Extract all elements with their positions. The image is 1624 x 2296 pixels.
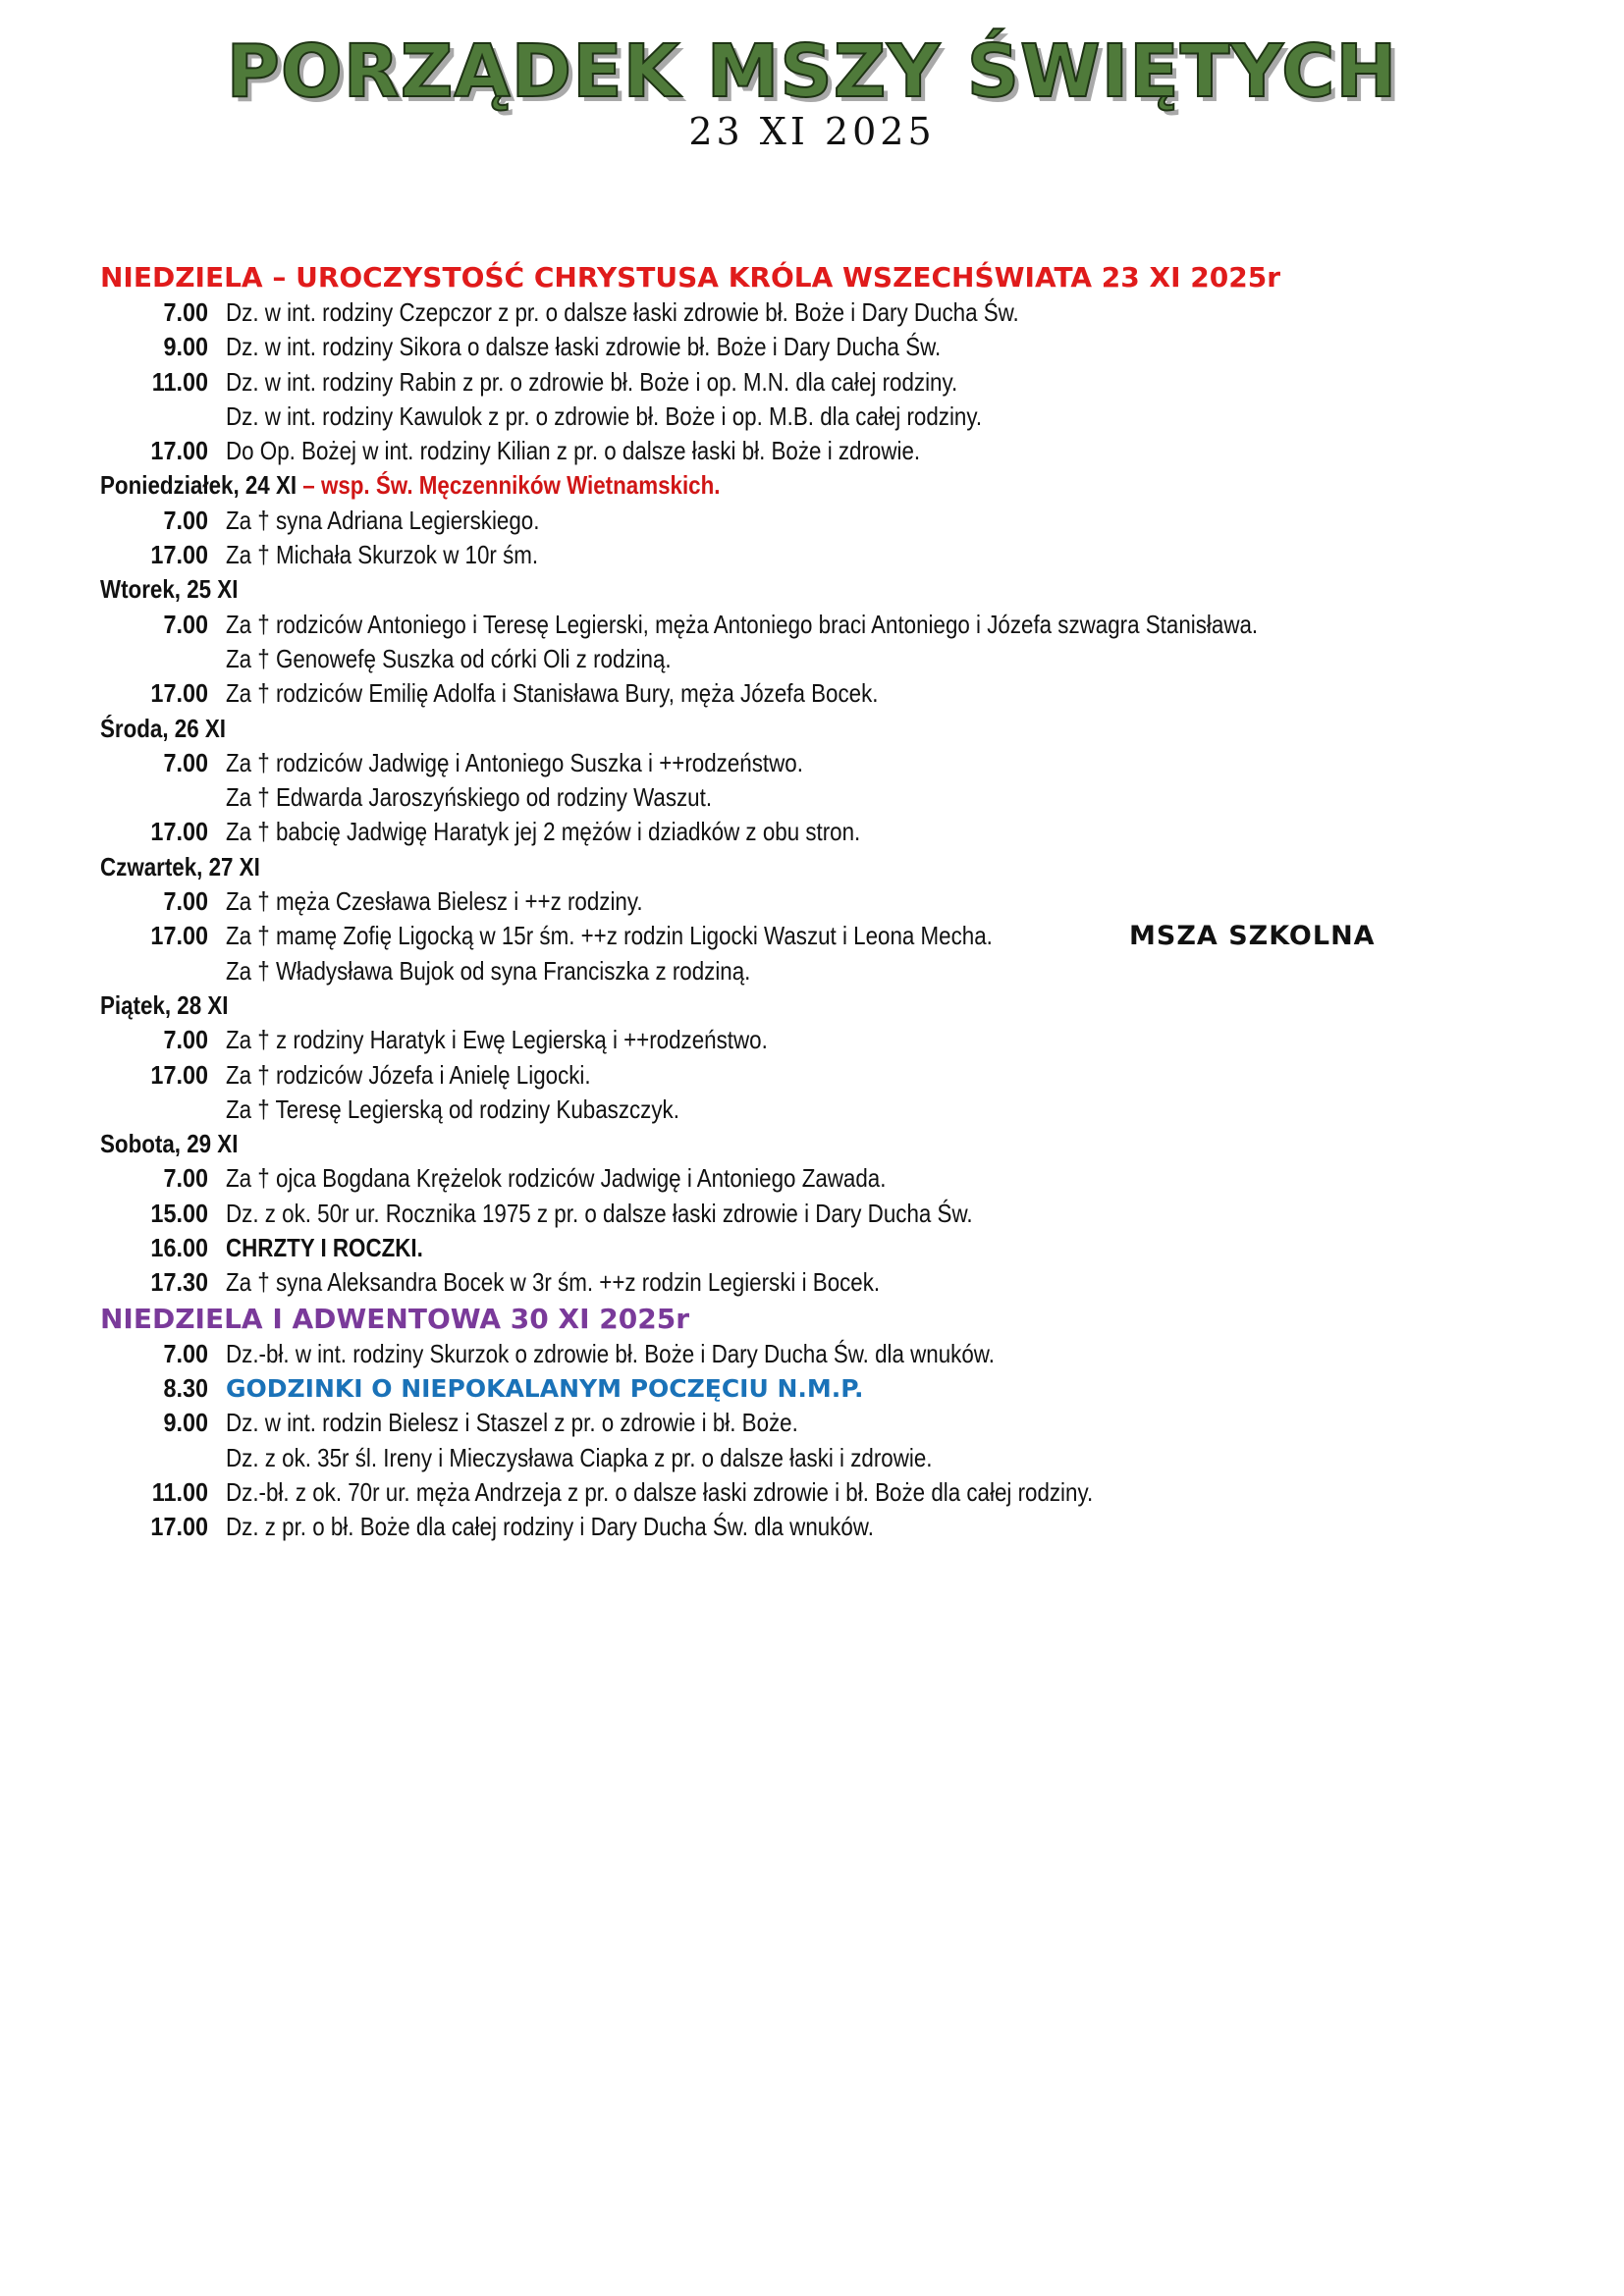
mass-entry — [100, 815, 1573, 849]
mass-entry — [100, 954, 1573, 988]
mass-time: 17.00 — [150, 1059, 208, 1090]
mass-entry — [100, 1510, 1573, 1544]
mass-time: 15.00 — [150, 1198, 208, 1228]
mass-time: 7.00 — [163, 747, 208, 777]
day-name: Piątek, 28 XI — [100, 989, 229, 1020]
baptisms-note: CHRZTY I ROCZKI. — [226, 1233, 423, 1263]
mass-intention-with-badge — [226, 919, 1376, 953]
mass-entry — [100, 330, 1573, 364]
page-date: 23 XI 2025 — [688, 110, 936, 153]
mass-intention: Za † rodziców Jadwigę i Antoniego Suszka i ++rodzeństwo. — [226, 747, 803, 777]
mass-entry — [100, 1441, 1573, 1475]
mass-intention: Dz. w int. rodziny Czepczor z pr. o dalsze łaski zdrowie bł. Boże i Dary Ducha Św. — [226, 297, 1019, 327]
devotion-note: GODZINKI O NIEPOKALANYM POCZĘCIU N.M.P. — [226, 1373, 864, 1403]
mass-time: 17.00 — [150, 540, 208, 570]
mass-time: 11.00 — [151, 1476, 208, 1507]
mass-entry — [100, 1093, 1573, 1127]
day-heading — [100, 850, 1573, 884]
mass-intention: Dz. w int. rodziny Kawulok z pr. o zdrowie bł. Boże i op. M.B. dla całej rodziny. — [226, 400, 983, 431]
mass-intention: Dz. z pr. o bł. Boże dla całej rodziny i Dary Ducha Św. dla wnuków. — [226, 1512, 874, 1542]
mass-intention: Za † mamę Zofię Ligocką w 15r śm. ++z rodzin Ligocki Waszut i Leona Mecha. — [226, 921, 993, 951]
mass-intention: Dz. w int. rodziny Sikora o dalsze łaski zdrowie bł. Boże i Dary Ducha Św. — [226, 332, 942, 362]
mass-intention: Za † syna Aleksandra Bocek w 3r śm. ++z rodzin Legierski i Bocek. — [226, 1267, 881, 1298]
mass-entry — [100, 1161, 1573, 1196]
mass-entry — [100, 504, 1573, 538]
mass-entry — [100, 1231, 1573, 1265]
day-label — [100, 468, 720, 503]
page-title: PORZĄDEK MSZY ŚWIĘTYCH — [226, 29, 1398, 114]
mass-entry — [100, 1371, 1573, 1406]
mass-intention: Do Op. Bożej w int. rodziny Kilian z pr. o dalsze łaski bł. Boże i zdrowie. — [226, 436, 921, 466]
mass-intention: Za † Edwarda Jaroszyńskiego od rodziny Waszut. — [226, 782, 713, 813]
mass-entry — [100, 1058, 1573, 1093]
mass-time: 7.00 — [163, 1163, 208, 1194]
mass-entry — [100, 1406, 1573, 1440]
mass-time: 7.00 — [163, 886, 208, 917]
mass-intention: Dz. z ok. 35r śl. Ireny i Mieczysława Ciapka z pr. o dalsze łaski i zdrowie. — [226, 1442, 933, 1472]
mass-intention: Za † rodziców Emilię Adolfa i Stanisława Bury, męża Józefa Bocek. — [226, 678, 879, 709]
mass-entry — [100, 1475, 1573, 1510]
mass-entry — [100, 608, 1573, 642]
mass-time: 9.00 — [163, 1408, 208, 1438]
feast-note: – wsp. Św. Męczenników Wietnamskich. — [297, 470, 721, 501]
mass-intention: Za † syna Adriana Legierskiego. — [226, 505, 540, 535]
mass-entry — [100, 746, 1573, 780]
mass-schedule — [100, 259, 1573, 1544]
mass-time: 16.00 — [150, 1233, 208, 1263]
mass-intention: Dz. w int. rodzin Bielesz i Staszel z pr. o zdrowie i bł. Boże. — [226, 1408, 798, 1438]
sunday-heading: NIEDZIELA – UROCZYSTOŚĆ CHRYSTUSA KRÓLA WSZECHŚWIATA 23 XI 2025r — [100, 261, 1281, 294]
mass-time: 9.00 — [163, 332, 208, 362]
mass-entry — [100, 1265, 1573, 1300]
mass-intention: Za † męża Czesława Bielesz i ++z rodziny. — [226, 886, 643, 917]
mass-time: 7.00 — [163, 1338, 208, 1368]
mass-time: 17.00 — [150, 436, 208, 466]
mass-entry — [100, 919, 1573, 953]
mass-time: 8.30 — [163, 1372, 208, 1403]
day-heading — [100, 712, 1573, 746]
mass-intention: Dz.-bł. w int. rodziny Skurzok o zdrowie bł. Boże i Dary Ducha Św. dla wnuków. — [226, 1338, 995, 1368]
mass-time: 17.30 — [150, 1267, 208, 1298]
mass-time: 17.00 — [150, 817, 208, 847]
day-name: Sobota, 29 XI — [100, 1129, 239, 1159]
mass-entry — [100, 676, 1573, 711]
mass-time: 7.00 — [163, 1025, 208, 1055]
mass-time: 17.00 — [150, 921, 208, 951]
mass-entry — [100, 884, 1573, 919]
mass-time: 7.00 — [163, 297, 208, 327]
day-name: Wtorek, 25 XI — [100, 574, 239, 605]
mass-time: 7.00 — [163, 609, 208, 639]
mass-intention: Dz. w int. rodziny Rabin z pr. o zdrowie bł. Boże i op. M.N. dla całej rodziny. — [226, 366, 958, 397]
mass-entry — [100, 642, 1573, 676]
mass-entry — [100, 1023, 1573, 1057]
mass-entry — [100, 400, 1573, 434]
day-heading — [100, 468, 1573, 503]
mass-time: 7.00 — [163, 505, 208, 535]
mass-time: 17.00 — [150, 1512, 208, 1542]
mass-entry — [100, 780, 1573, 815]
advent-sunday-heading: NIEDZIELA I ADWENTOWA 30 XI 2025r — [100, 1302, 690, 1335]
mass-entry — [100, 434, 1573, 468]
mass-entry — [100, 295, 1573, 330]
day-heading — [100, 572, 1573, 607]
mass-intention: Za † ojca Bogdana Krężelok rodziców Jadwigę i Antoniego Zawada. — [226, 1163, 887, 1194]
mass-entry — [100, 365, 1573, 400]
school-mass-badge: MSZA SZKOLNA — [1129, 921, 1376, 952]
mass-time: 11.00 — [151, 366, 208, 397]
mass-intention: Za † rodziców Józefa i Anielę Ligocki. — [226, 1059, 591, 1090]
day-name: Poniedziałek, 24 XI — [100, 470, 298, 501]
mass-intention: Dz.-bł. z ok. 70r ur. męża Andrzeja z pr. o dalsze łaski zdrowie i bł. Boże dla całej rodziny. — [226, 1476, 1094, 1507]
mass-entry — [100, 1197, 1573, 1231]
mass-intention: Za † z rodziny Haratyk i Ewę Legierską i ++rodzeństwo. — [226, 1025, 768, 1055]
mass-intention: Za † Władysława Bujok od syna Franciszka z rodziną. — [226, 955, 751, 986]
mass-intention: Za † rodziców Antoniego i Teresę Legierski, męża Antoniego braci Antoniego i Józefa szwagra Stanisława. — [226, 609, 1259, 639]
day-heading — [100, 1127, 1573, 1161]
mass-intention: Za † babcię Jadwigę Haratyk jej 2 mężów i dziadków z obu stron. — [226, 817, 861, 847]
mass-time: 17.00 — [150, 678, 208, 709]
mass-entry — [100, 1337, 1573, 1371]
mass-intention: Za † Michała Skurzok w 10r śm. — [226, 540, 539, 570]
mass-intention: Dz. z ok. 50r ur. Rocznika 1975 z pr. o dalsze łaski zdrowie i Dary Ducha Św. — [226, 1198, 973, 1228]
day-name: Środa, 26 XI — [100, 713, 227, 743]
day-heading — [100, 988, 1573, 1023]
day-name: Czwartek, 27 XI — [100, 851, 260, 881]
mass-entry — [100, 538, 1573, 572]
mass-intention: Za † Genowefę Suszka od córki Oli z rodziną. — [226, 643, 672, 673]
mass-intention: Za † Teresę Legierską od rodziny Kubaszczyk. — [226, 1094, 679, 1124]
